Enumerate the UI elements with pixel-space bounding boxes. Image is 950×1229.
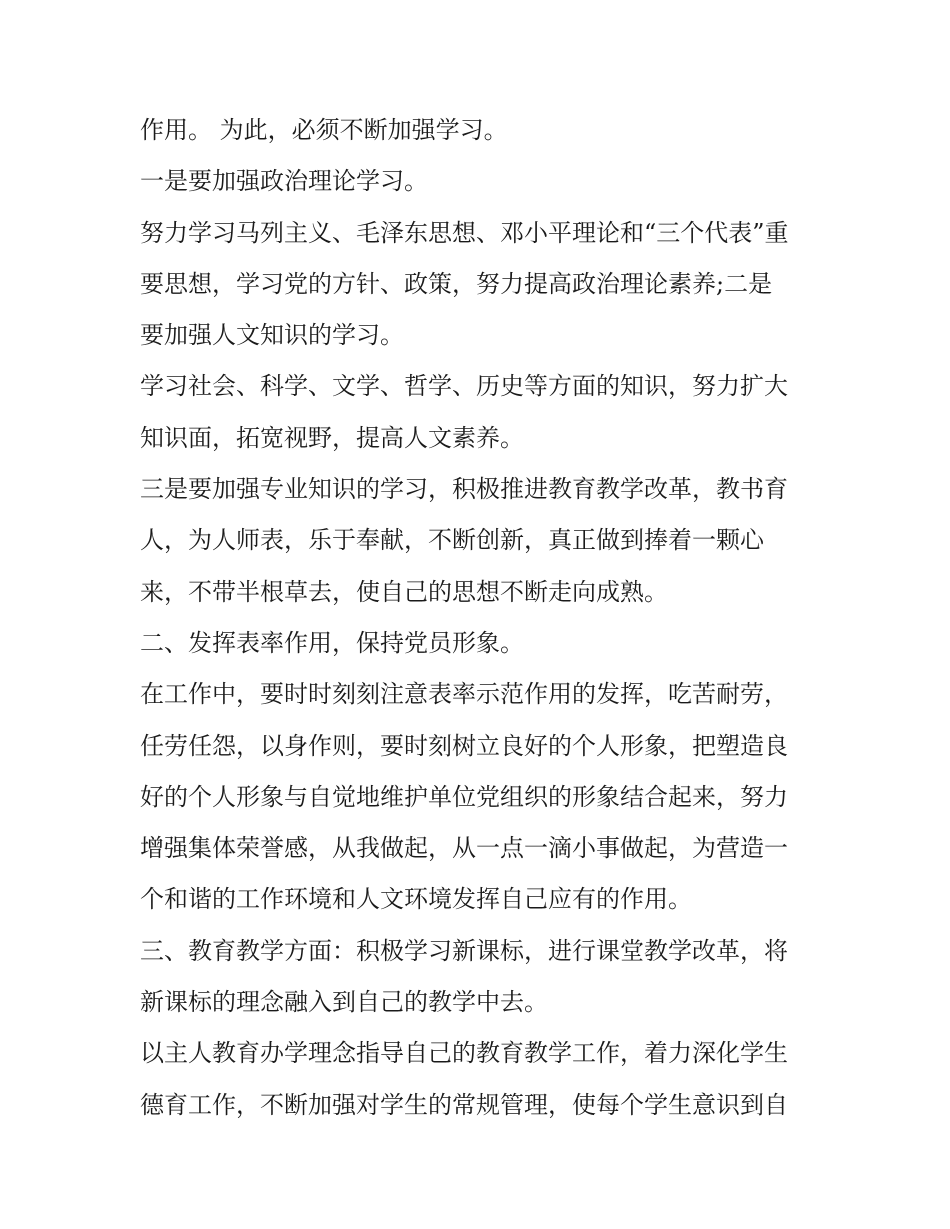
document-text-body <box>140 105 830 1131</box>
text-line-10: 来，不带半根草去，使自己的思想不断走向成熟。 <box>140 577 668 606</box>
text-line-9: 人，为人师表，乐于奉献，不断创新，真正做到捧着一颗心 <box>140 526 764 555</box>
text-line-15: 增强集体荣誉感，从我做起，从一点一滴小事做起，为营造一 <box>140 834 788 863</box>
text-line-14: 好的个人形象与自觉地维护单位党组织的形象结合起来，努力 <box>140 782 788 811</box>
text-line-17: 三、教育教学方面：积极学习新课标，进行课堂教学改革，将 <box>140 936 788 965</box>
text-line-7: 知识面，拓宽视野，提高人文素养。 <box>140 423 524 452</box>
text-line-20: 德育工作，不断加强对学生的常规管理，使每个学生意识到自 <box>140 1090 788 1119</box>
text-line-18: 新课标的理念融入到自己的教学中去。 <box>140 988 548 1017</box>
text-line-13: 任劳任怨，以身作则，要时刻树立良好的个人形象，把塑造良 <box>140 731 788 760</box>
text-line-3: 努力学习马列主义、毛泽东思想、邓小平理论和“三个代表”重 <box>140 218 789 247</box>
text-line-1: 作用。 为此，必须不断加强学习。 <box>140 116 508 144</box>
text-line-11: 二、发挥表率作用，保持党员形象。 <box>140 628 524 657</box>
text-line-6: 学习社会、科学、文学、哲学、历史等方面的知识，努力扩大 <box>140 372 788 401</box>
text-line-2: 一是要加强政治理论学习。 <box>140 167 428 196</box>
text-line-12: 在工作中，要时时刻刻注意表率示范作用的发挥，吃苦耐劳， <box>140 680 788 709</box>
text-line-16: 个和谐的工作环境和人文环境发挥自己应有的作用。 <box>140 885 692 914</box>
text-line-8: 三是要加强专业知识的学习，积极推进教育教学改革，教书育 <box>140 475 788 504</box>
text-line-4: 要思想，学习党的方针、政策，努力提高政治理论素养;二是 <box>140 269 773 298</box>
text-line-19: 以主人教育办学理念指导自己的教育教学工作，着力深化学生 <box>140 1039 788 1068</box>
text-line-5: 要加强人文知识的学习。 <box>140 321 404 350</box>
